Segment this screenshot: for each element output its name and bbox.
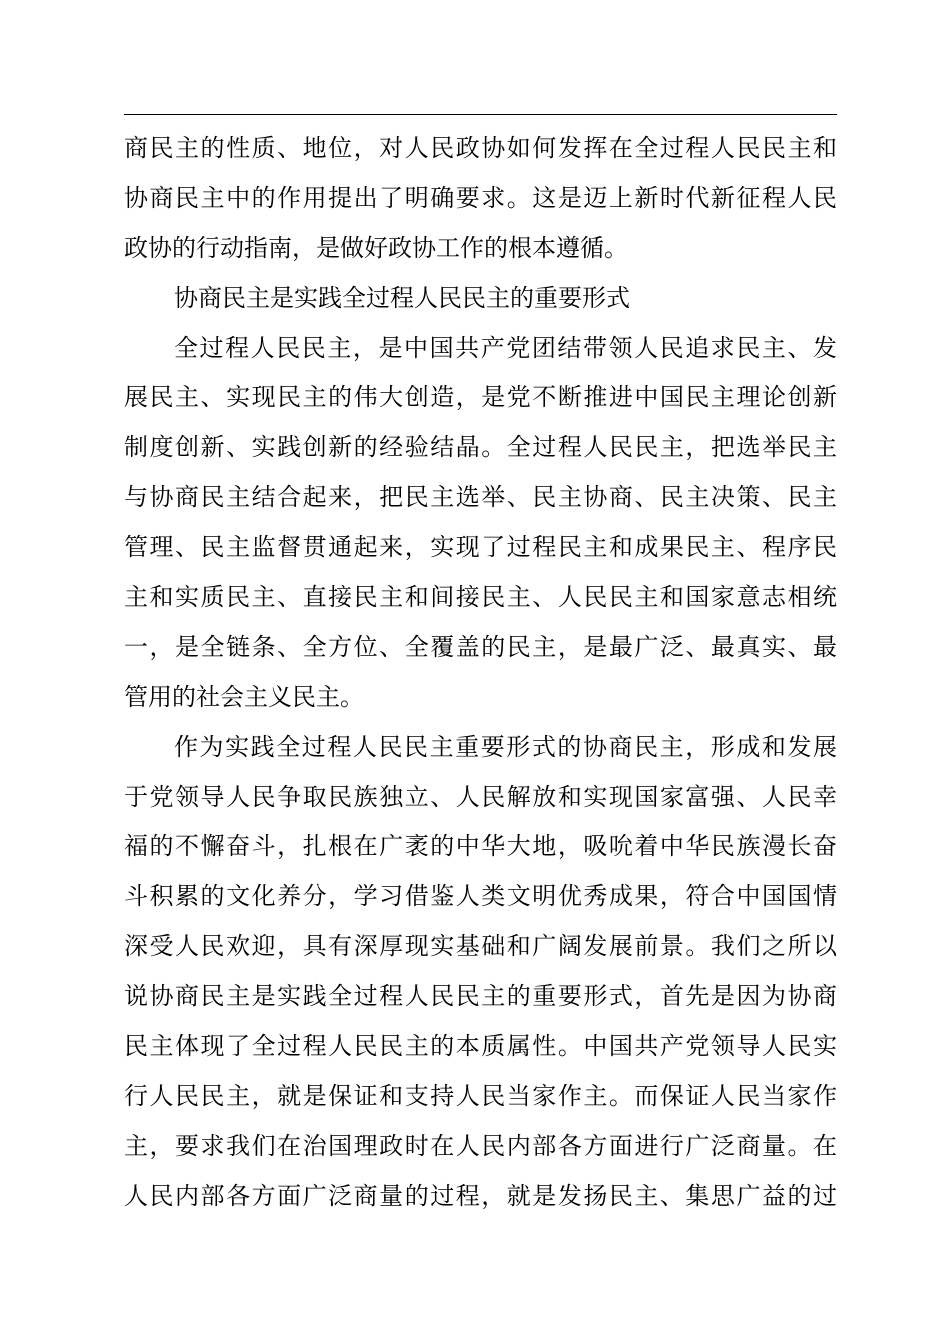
text-line: 全过程人民民主，是中国共产党团结带领人民追求民主、发 [174, 333, 837, 362]
text-line: 主和实质民主、直接民主和间接民主、人民民主和国家意志相统 [124, 583, 837, 612]
text-line: 商民主的性质、地位，对人民政协如何发挥在全过程人民民主和 [124, 134, 837, 162]
text-line: 展民主、实现民主的伟大创造，是党不断推进中国民主理论创新 [124, 383, 837, 412]
text-line: 人民内部各方面广泛商量的过程，就是发扬民主、集思广益的过 [124, 1181, 837, 1210]
text-line: 民主体现了全过程人民民主的本质属性。中国共产党领导人民实 [124, 1032, 837, 1061]
text-line: 于党领导人民争取民族独立、人民解放和实现国家富强、人民幸 [124, 782, 837, 811]
text-line: 深受人民欢迎，具有深厚现实基础和广阔发展前景。我们之所以 [124, 932, 837, 961]
text-line: 与协商民主结合起来，把民主选举、民主协商、民主决策、民主 [124, 483, 837, 512]
text-line: 协商民主是实践全过程人民民主的重要形式 [174, 283, 630, 312]
text-line: 斗积累的文化养分，学习借鉴人类文明优秀成果，符合中国国情 [124, 882, 837, 911]
text-line: 说协商民主是实践全过程人民民主的重要形式，首先是因为协商 [124, 982, 837, 1011]
text-line: 主，要求我们在治国理政时在人民内部各方面进行广泛商量。在 [124, 1131, 837, 1160]
text-line: 管理、民主监督贯通起来，实现了过程民主和成果民主、程序民 [124, 533, 837, 562]
text-line: 政协的行动指南，是做好政协工作的根本遵循。 [124, 233, 628, 262]
text-line: 一，是全链条、全方位、全覆盖的民主，是最广泛、最真实、最 [124, 632, 837, 661]
header-rule [124, 114, 837, 115]
text-line: 作为实践全过程人民民主重要形式的协商民主，形成和发展 [174, 732, 837, 761]
text-line: 管用的社会主义民主。 [124, 682, 364, 711]
text-line: 福的不懈奋斗，扎根在广袤的中华大地，吸吮着中华民族漫长奋 [124, 832, 837, 861]
text-line: 行人民民主，就是保证和支持人民当家作主。而保证人民当家作 [124, 1081, 837, 1110]
text-line: 制度创新、实践创新的经验结晶。全过程人民民主，把选举民主 [124, 433, 837, 462]
document-body [124, 124, 837, 1222]
text-line: 协商民主中的作用提出了明确要求。这是迈上新时代新征程人民 [124, 183, 837, 212]
